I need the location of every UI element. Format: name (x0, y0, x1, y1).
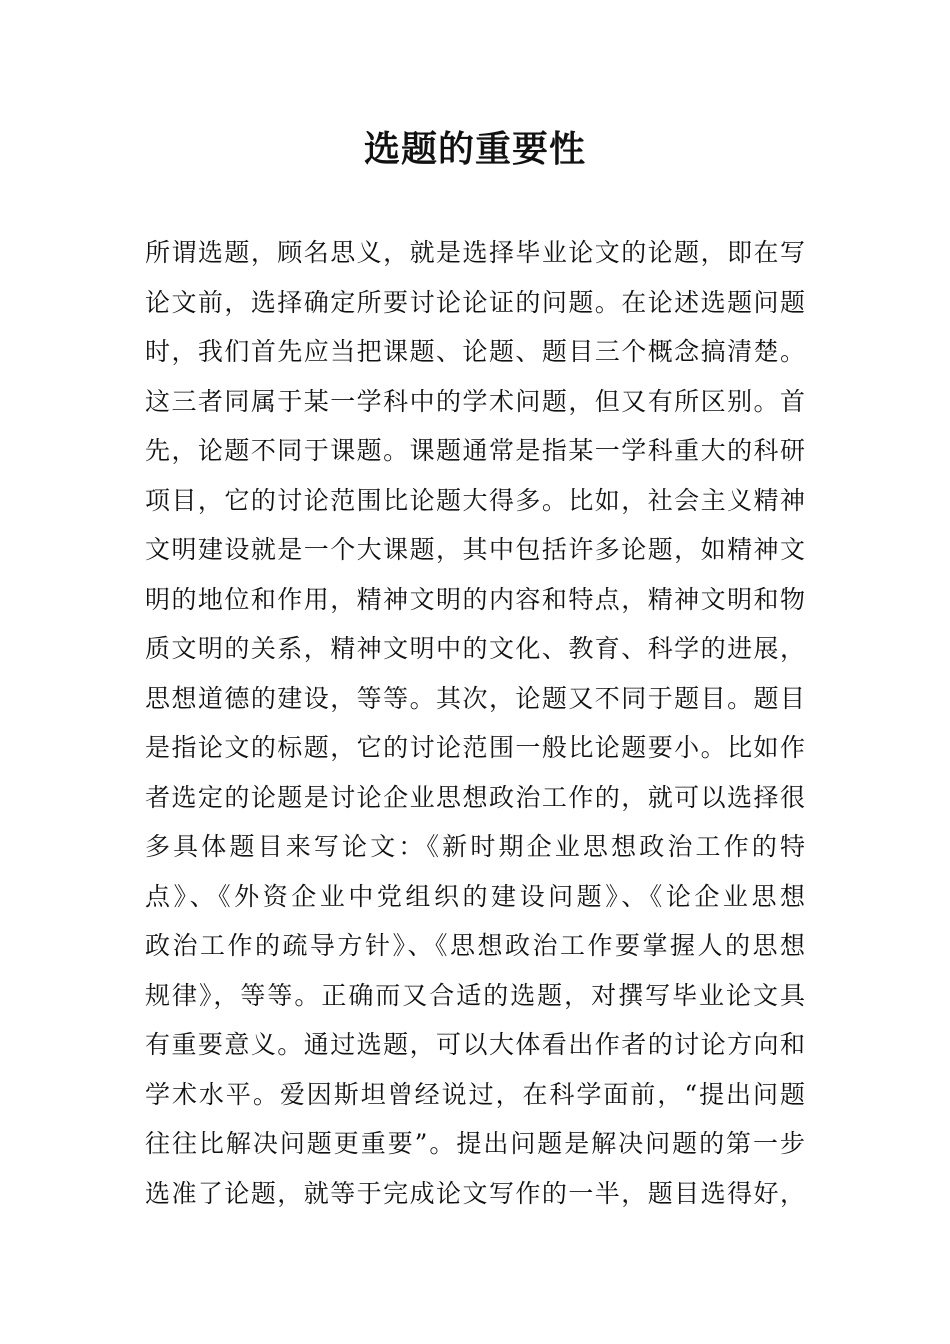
body-line: 政治工作的疏导方针》、《思想政治工作要掌握人的思想 (145, 931, 805, 960)
body-line: 所谓选题，顾名思义，就是选择毕业论文的论题，即在写 (145, 238, 805, 267)
document-body (145, 228, 805, 1218)
body-line: 项目，它的讨论范围比论题大得多。比如，社会主义精神 (145, 485, 805, 515)
body-line: 选准了论题，就等于完成论文写作的一半，题目选得好， (145, 1178, 805, 1208)
body-line: 质文明的关系，精神文明中的文化、教育、科学的进展， (145, 634, 805, 663)
body-line: 是指论文的标题，它的讨论范围一般比论题要小。比如作 (145, 733, 805, 762)
body-line: 有重要意义。通过选题，可以大体看出作者的讨论方向和 (145, 1030, 805, 1059)
body-line: 规律》，等等。正确而又合适的选题，对撰写毕业论文具 (145, 980, 805, 1010)
body-line: 者选定的论题是讨论企业思想政治工作的，就可以选择很 (145, 782, 805, 812)
body-line: 时，我们首先应当把课题、论题、题目三个概念搞清楚。 (145, 337, 805, 366)
body-line: 多具体题目来写论文：《新时期企业思想政治工作的特 (145, 832, 805, 861)
document-title: 选题的重要性 (363, 129, 586, 170)
body-line: 文明建设就是一个大课题，其中包括许多论题，如精神文 (145, 535, 805, 564)
body-line: 明的地位和作用，精神文明的内容和特点，精神文明和物 (145, 584, 805, 614)
body-line: 思想道德的建设，等等。其次，论题又不同于题目。题目 (145, 683, 805, 713)
body-line: 这三者同属于某一学科中的学术问题，但又有所区别。首 (145, 386, 805, 416)
body-line: 往往比解决问题更重要”。提出问题是解决问题的第一步 (145, 1129, 805, 1158)
body-line: 学术水平。爱因斯坦曾经说过，在科学面前，“提出问题 (145, 1079, 805, 1109)
body-line: 先，论题不同于课题。课题通常是指某一学科重大的科研 (145, 436, 805, 465)
body-line: 论文前，选择确定所要讨论论证的问题。在论述选题问题 (145, 287, 805, 317)
body-line: 点》、《外资企业中党组织的建设问题》、《论企业思想 (145, 881, 805, 911)
